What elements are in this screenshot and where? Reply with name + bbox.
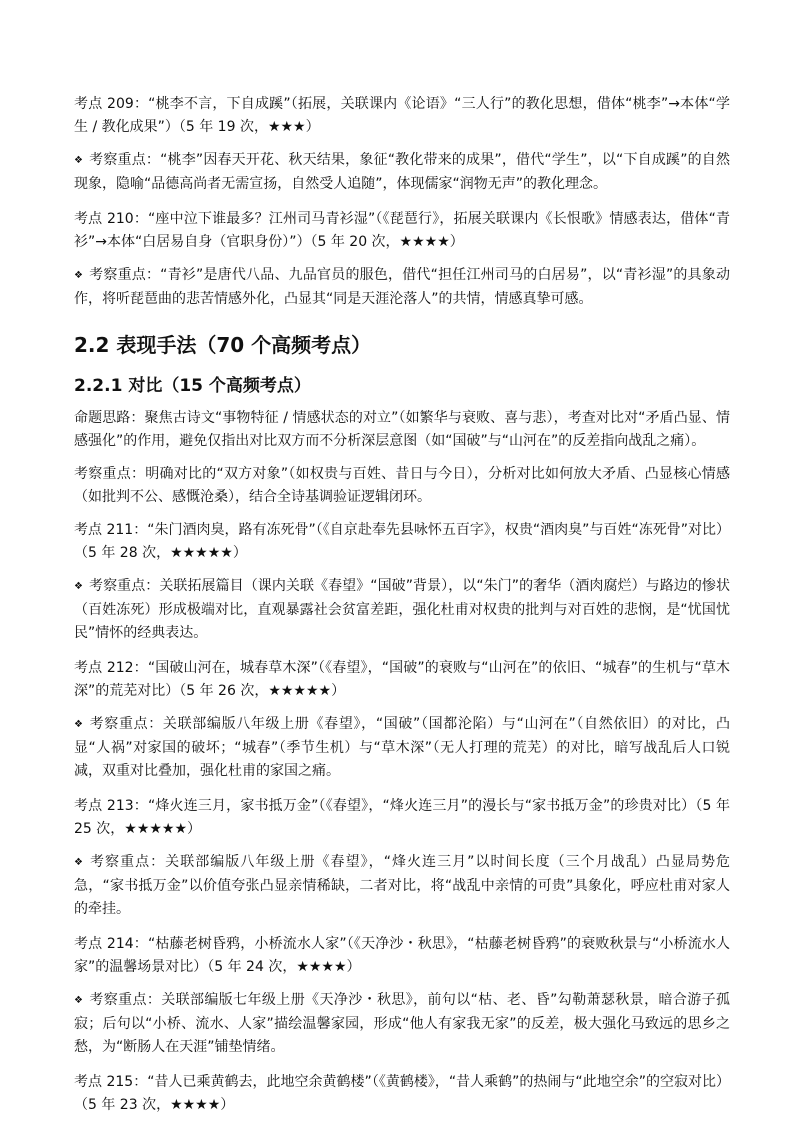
diamond-bullet-icon: ❖ [74,719,84,730]
focus-210 [74,264,730,311]
bullet-text: 考察重点：关联部编版八年级上册《春望》，“国破”（国都沦陷）与“山河在”（自然依旧）的对比，凸显“人祸”对家国的破坏；“城春”（季节生机）与“草木深”（无人打理的荒芜）的对比，暗写战乱后人口锐减，双重对比叠加，强化杜甫的家国之痛。 [74,716,730,779]
focus-213 [74,851,730,921]
focus-212 [74,713,730,783]
bullet-text: 考察重点：关联部编版八年级上册《春望》，“烽火连三月”以时间长度（三个月战乱）凸显局势危急，“家书抵万金”以价值夸张凸显亲情稀缺，二者对比，将“战乱中亲情的可贵”具象化，呼应杜甫对家人的牵挂。 [74,854,730,917]
kaodian-211: 考点 211：“朱门酒肉臭，路有冻死骨”（《自京赴奉先县咏怀五百字》，权贵“酒肉臭”与百姓“冻死骨”对比）（5 年 28 次，★★★★★） [74,522,730,561]
diamond-bullet-icon: ❖ [74,270,84,281]
diamond-bullet-icon: ❖ [74,155,84,166]
kaodian-213: 考点 213：“烽火连三月，家书抵万金”（《春望》，“烽火连三月”的漫长与“家书抵万金”的珍贵对比）（5 年 25 次，★★★★★） [74,798,730,837]
focus-209 [74,149,730,196]
kaodian-215: 考点 215：“昔人已乘黄鹤去，此地空余黄鹤楼”（《黄鹤楼》，“昔人乘鹤”的热闹与“此地空余”的空寂对比）（5 年 23 次，★★★★） [74,1074,730,1113]
kaodian-212: 考点 212：“国破山河在，城春草木深”（《春望》，“国破”的衰败与“山河在”的依旧、“城春”的生机与“草木深”的荒芜对比）（5 年 26 次，★★★★★） [74,660,730,699]
mingti-silu: 命题思路：聚焦古诗文“事物特征 / 情感状态的对立”（如繁华与衰败、喜与悲），考查对比对“矛盾凸显、情感强化”的作用，避免仅指出对比双方而不分析深层意图（如“国破”与“山河在”的反差指向战乱之痛）。 [74,410,730,449]
bullet-text: 考察重点：“青衫”是唐代八品、九品官员的服色，借代“担任江州司马的白居易”，以“青衫湿”的具象动作，将听琵琶曲的悲苦情感外化，凸显其“同是天涯沦落人”的共情，情感真挚可感。 [74,267,731,307]
diamond-bullet-icon: ❖ [74,581,84,592]
bullet-text: 考察重点：“桃李”因春天开花、秋天结果，象征“教化带来的成果”，借代“学生”，以“下自成蹊”的自然现象，隐喻“品德高尚者无需宣扬，自然受人追随”，体现儒家“润物无声”的教化理念。 [74,152,730,192]
diamond-bullet-icon: ❖ [74,857,84,868]
section-heading-2-2: 2.2 表现手法（70 个高频考点） [74,333,372,357]
focus-214 [74,989,730,1059]
kaodian-214: 考点 214：“枯藤老树昏鸦，小桥流水人家”（《天净沙・秋思》，“枯藤老树昏鸦”的衰败秋景与“小桥流水人家”的温馨场景对比）（5 年 24 次，★★★★） [74,936,730,975]
bullet-text: 考察重点：关联拓展篇目（课内关联《春望》“国破”背景），以“朱门”的奢华（酒肉腐烂）与路边的惨状（百姓冻死）形成极端对比，直观暴露社会贫富差距，强化杜甫对权贵的批判与对百姓的悲悯，是“忧国忧民”情怀的经典表达。 [74,578,730,641]
focus-211 [74,575,730,645]
diamond-bullet-icon: ❖ [74,995,84,1006]
bullet-text: 考察重点：关联部编版七年级上册《天净沙・秋思》，前句以“枯、老、昏”勾勒萧瑟秋景，暗合游子孤寂；后句以“小桥、流水、人家”描绘温馨家园，形成“他人有家我无家”的反差，极大强化马致远的思乡之愁，为“断肠人在天涯”铺垫情绪。 [74,992,730,1055]
subsection-heading-2-2-1: 2.2.1 对比（15 个高频考点） [74,376,311,396]
kaodian-210: 考点 210：“座中泣下谁最多？江州司马青衫湿”（《琵琶行》，拓展关联课内《长恨歌》情感表达，借体“青衫”→本体“白居易自身（官职身份）”）（5 年 20 次，★★★★） [74,211,730,250]
kaodian-209: 考点 209：“桃李不言，下自成蹊”（拓展，关联课内《论语》“三人行”的教化思想，借体“桃李”→本体“学生 / 教化成果”）（5 年 19 次，★★★） [74,96,730,135]
kaocha-zhongdian: 考察重点：明确对比的“双方对象”（如权贵与百姓、昔日与今日），分析对比如何放大矛盾、凸显核心情感（如批判不公、感慨沧桑），结合全诗基调验证逻辑闭环。 [74,466,730,505]
